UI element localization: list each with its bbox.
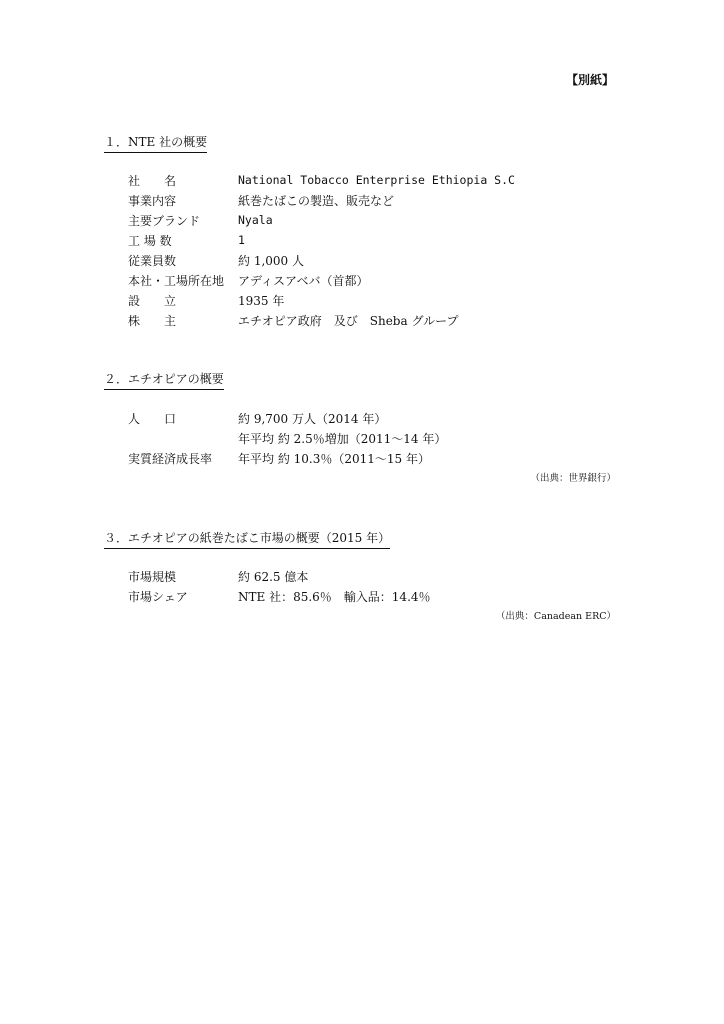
row-label: 市場シェア	[128, 590, 188, 604]
source-note-canadean: （出典：Canadean ERC）	[495, 611, 616, 622]
section-title-nte-overview: １．NTE 社の概要	[104, 136, 207, 153]
row-label: 実質経済成長率	[128, 452, 213, 466]
row-value: エチオピア政府 及び Sheba グループ	[238, 314, 459, 328]
row-value: 1	[238, 233, 245, 247]
row-value: 約 9,700 万人（2014 年）	[238, 412, 387, 426]
row-value: Nyala	[238, 213, 273, 227]
section-title-ethiopia-overview: ２．エチオピアの概要	[104, 373, 224, 390]
row-value: 紙巻たばこの製造、販売など	[238, 194, 395, 208]
row-value: 年平均 約 10.3％（2011～15 年）	[238, 452, 430, 466]
row-label: 従業員数	[128, 254, 177, 268]
row-label: 主要ブランド	[128, 214, 201, 228]
source-note-world-bank: （出典：世界銀行）	[530, 473, 616, 484]
row-value: 年平均 約 2.5％増加（2011～14 年）	[238, 432, 447, 446]
row-value: 約 1,000 人	[238, 254, 304, 268]
row-label: 人 口	[128, 412, 177, 426]
attachment-label: 【別紙】	[565, 73, 614, 87]
row-value: NTE 社：85.6％ 輸入品：14.4％	[238, 590, 431, 604]
row-label: 社 名	[128, 174, 177, 188]
row-label: 設 立	[128, 294, 177, 308]
row-label: 市場規模	[128, 570, 177, 584]
row-label: 事業内容	[128, 194, 177, 208]
row-label: 株 主	[128, 314, 177, 328]
row-value: 1935 年	[238, 294, 285, 308]
row-value: 約 62.5 億本	[238, 570, 309, 584]
row-label: 本社・工場所在地	[128, 274, 225, 288]
section-title-cigarette-market: ３．エチオピアの紙巻たばこ市場の概要（2015 年）	[104, 532, 390, 549]
row-value: National Tobacco Enterprise Ethiopia S.C	[238, 173, 515, 187]
row-value: アディスアベバ（首都）	[238, 274, 369, 288]
row-label: 工 場 数	[128, 234, 172, 248]
